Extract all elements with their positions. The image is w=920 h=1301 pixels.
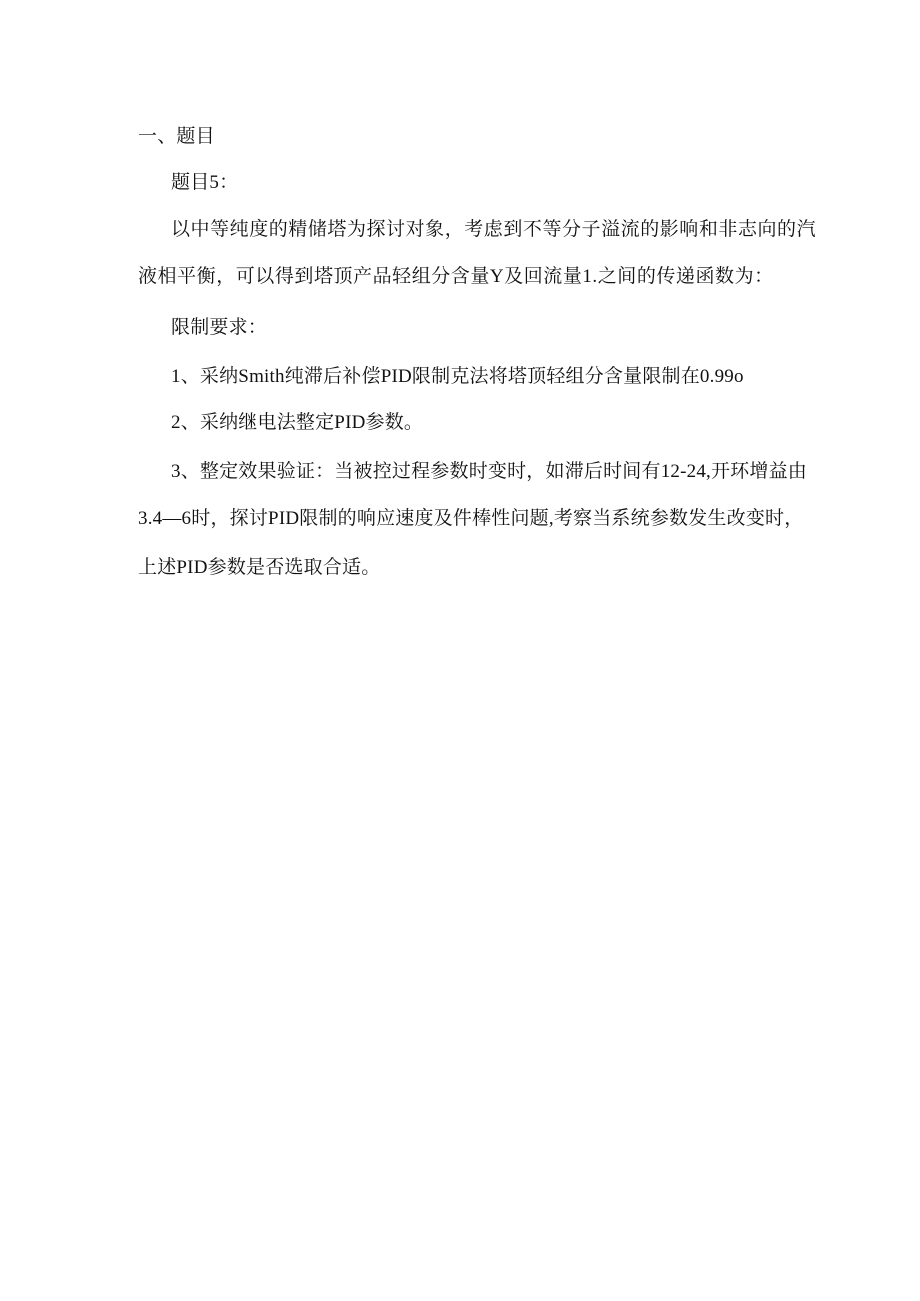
topic-label: 题目5：	[171, 172, 239, 193]
intro-line-1: 以中等纯度的精储塔为探讨对象，考虑到不等分子溢流的影响和非志向的汽	[171, 219, 817, 240]
section-heading: 一、题目	[138, 126, 215, 147]
requirements-label: 限制要求：	[171, 317, 268, 338]
requirement-1: 1、采纳Smith纯滞后补偿PID限制克法将塔顶轻组分含量限制在0.99o	[171, 366, 744, 387]
requirement-3-line-2: 3.4—6时，探讨PID限制的响应速度及件棒性问题,考察当系统参数发生改变时，	[138, 508, 804, 529]
requirement-2: 2、采纳继电法整定PID参数。	[171, 412, 424, 433]
requirement-3-line-1: 3、整定效果验证：当被控过程参数时变时，如滞后时间有12-24,开环增益由	[171, 461, 807, 482]
requirement-3-line-3: 上述PID参数是否选取合适。	[138, 557, 381, 578]
intro-line-2: 液相平衡，可以得到塔顶产品轻组分含量Y及回流量1.之间的传递函数为：	[138, 266, 774, 287]
